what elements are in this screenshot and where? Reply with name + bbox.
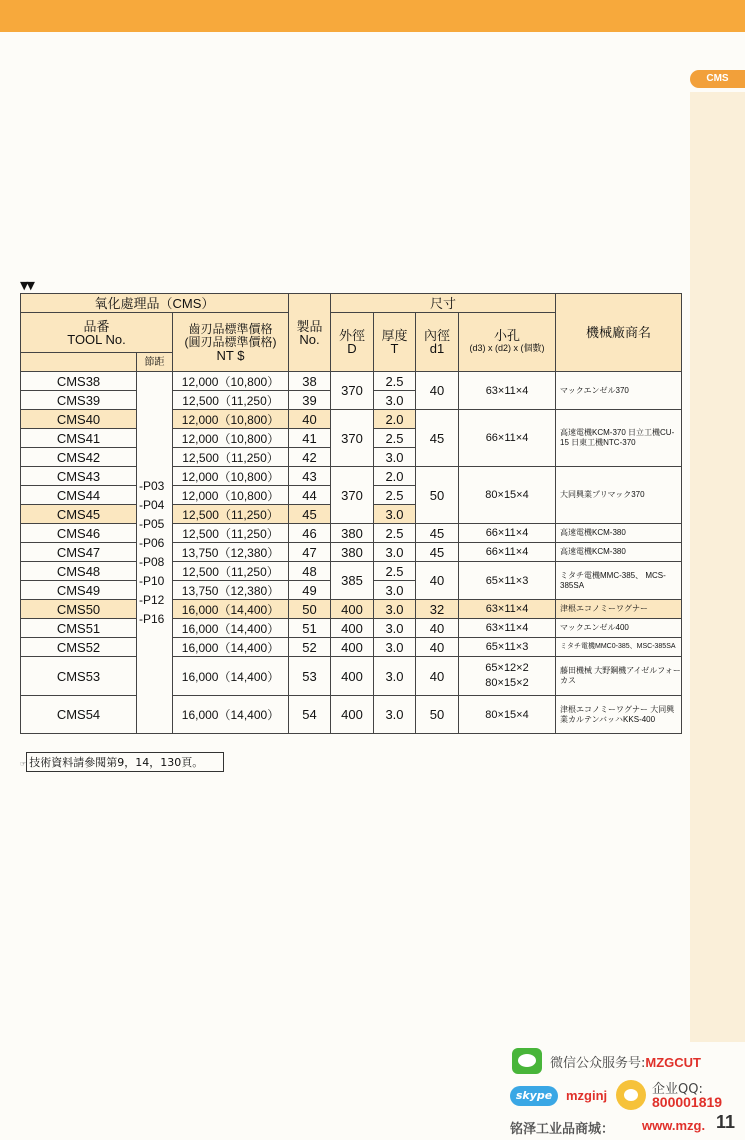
table-cell-code: CMS50 xyxy=(21,600,137,619)
table-cell-brand: マックエンゼル370 xyxy=(556,372,682,410)
table-cell-code: CMS49 xyxy=(21,581,137,600)
table-cell-code: CMS40 xyxy=(21,410,137,429)
table-cell-no: 51 xyxy=(289,619,331,638)
table-cell-price: 12,500（11,250） xyxy=(173,562,289,581)
table-cell-price: 12,000（10,800） xyxy=(173,410,289,429)
page-number: 11 xyxy=(716,1112,736,1132)
side-tab-cms[interactable]: CMS xyxy=(690,70,745,88)
outer-diameter-header: 外徑 D xyxy=(331,313,374,372)
table-cell-price: 16,000（14,400） xyxy=(173,657,289,696)
reference-note-text: 技術資料請參閱第9，14，130頁。 xyxy=(26,752,224,772)
table-cell-t: 2.5 xyxy=(374,562,416,581)
table-cell-price: 12,000（10,800） xyxy=(173,429,289,448)
table-cell-hole: 80×15×4 xyxy=(459,696,556,734)
table-cell-price: 16,000（14,400） xyxy=(173,619,289,638)
thickness-header: 厚度 T xyxy=(374,313,416,372)
table-cell-brand: 津根エコノミーワグナー 大同興業カルテンバッハKKS-400 xyxy=(556,696,682,734)
spec-table xyxy=(20,293,682,734)
qq-icon xyxy=(616,1080,646,1110)
table-cell-t: 2.5 xyxy=(374,372,416,391)
table-cell-code: CMS41 xyxy=(21,429,137,448)
product-no-header: 製品 No. xyxy=(289,294,331,372)
table-cell-d1: 50 xyxy=(416,696,459,734)
wechat-icon xyxy=(512,1048,542,1074)
table-cell-no: 47 xyxy=(289,543,331,562)
skype-icon: skype xyxy=(510,1086,558,1106)
table-cell-price: 16,000（14,400） xyxy=(173,600,289,619)
table-cell-d: 400 xyxy=(331,600,374,619)
table-cell-hole: 65×12×2 80×15×2 xyxy=(459,657,556,696)
table-cell-price: 12,000（10,800） xyxy=(173,467,289,486)
table-cell-code: CMS44 xyxy=(21,486,137,505)
table-cell-no: 44 xyxy=(289,486,331,505)
table-cell-hole: 63×11×4 xyxy=(459,372,556,410)
qq-number[interactable]: 800001819 xyxy=(652,1094,723,1110)
table-cell-t: 2.0 xyxy=(374,467,416,486)
table-cell-d: 400 xyxy=(331,638,374,657)
table-cell-no: 49 xyxy=(289,581,331,600)
table-cell-hole: 66×11×4 xyxy=(459,524,556,543)
table-cell-hole: 65×11×3 xyxy=(459,638,556,657)
table-cell-price: 13,750（12,380） xyxy=(173,543,289,562)
table-cell-price: 12,500（11,250） xyxy=(173,448,289,467)
table-cell-code: CMS38 xyxy=(21,372,137,391)
table-cell-brand: 大同興業プリマック370 xyxy=(556,467,682,524)
table-cell-code: CMS52 xyxy=(21,638,137,657)
table-cell-hole: 65×11×3 xyxy=(459,562,556,600)
price-header: 齒刃品標準價格 (圓刃品標準價格) NT $ xyxy=(173,313,289,372)
wechat-label: 微信公众服务号:MZGCUT xyxy=(550,1055,701,1071)
table-cell-code: CMS54 xyxy=(21,696,137,734)
table-cell-no: 45 xyxy=(289,505,331,524)
side-index-column xyxy=(690,92,745,1042)
table-cell-d: 400 xyxy=(331,696,374,734)
table-cell-price: 12,000（10,800） xyxy=(173,486,289,505)
table-cell-code: CMS43 xyxy=(21,467,137,486)
table-cell-d: 370 xyxy=(331,372,374,410)
reference-note xyxy=(20,752,224,772)
table-cell-code: CMS51 xyxy=(21,619,137,638)
part-no-header: 品番 TOOL No. xyxy=(21,313,173,353)
wechat-id: MZGCUT xyxy=(645,1055,701,1070)
table-cell-code: CMS48 xyxy=(21,562,137,581)
table-cell-d: 380 xyxy=(331,524,374,543)
table-cell-no: 53 xyxy=(289,657,331,696)
table-cell-price: 16,000（14,400） xyxy=(173,638,289,657)
table-cell-t: 2.0 xyxy=(374,410,416,429)
table-cell-no: 41 xyxy=(289,429,331,448)
table-cell-code: CMS46 xyxy=(21,524,137,543)
table-cell-hole: 63×11×4 xyxy=(459,619,556,638)
table-cell-d: 370 xyxy=(331,410,374,467)
table-cell-d1: 45 xyxy=(416,543,459,562)
table-cell-t: 3.0 xyxy=(374,600,416,619)
table-cell-d1: 40 xyxy=(416,372,459,410)
section-arrows-icon: ▼▼ xyxy=(20,279,33,292)
table-cell-no: 48 xyxy=(289,562,331,581)
table-cell-no: 40 xyxy=(289,410,331,429)
table-cell-no: 50 xyxy=(289,600,331,619)
table-cell-price: 13,750（12,380） xyxy=(173,581,289,600)
table-cell-no: 52 xyxy=(289,638,331,657)
qq-label: 企业QQ: xyxy=(652,1082,703,1097)
table-cell-d1: 45 xyxy=(416,410,459,467)
small-hole-header: 小孔 (d3) x (d2) x (個數) xyxy=(459,313,556,372)
table-cell-price: 12,500（11,250） xyxy=(173,391,289,410)
table-cell-t: 3.0 xyxy=(374,657,416,696)
table-cell-t: 2.5 xyxy=(374,429,416,448)
table-cell-t: 3.0 xyxy=(374,638,416,657)
table-cell-t: 3.0 xyxy=(374,619,416,638)
table-cell-code: CMS53 xyxy=(21,657,137,696)
machine-header: 機械廠商名 xyxy=(556,294,682,372)
table-cell-t: 3.0 xyxy=(374,696,416,734)
table-cell-d1: 32 xyxy=(416,600,459,619)
table-cell-brand: 高速電機KCM-380 xyxy=(556,543,682,562)
table-cell-code: CMS45 xyxy=(21,505,137,524)
mall-label: 铭泽工业品商城： xyxy=(510,1122,615,1137)
table-cell-brand: 高速電機KCM-370 日立工機CU-15 日東工機NTC-370 xyxy=(556,410,682,467)
table-cell-hole: 80×15×4 xyxy=(459,467,556,524)
table-cell-no: 38 xyxy=(289,372,331,391)
table-cell-no: 54 xyxy=(289,696,331,734)
table-cell-no: 43 xyxy=(289,467,331,486)
table-cell-brand: マックエンゼル400 xyxy=(556,619,682,638)
top-banner xyxy=(0,0,745,32)
table-cell-d: 385 xyxy=(331,562,374,600)
table-cell-brand: ミタチ電機MMC0-385、MSC-385SA xyxy=(556,638,682,657)
table-cell-brand: 高速電機KCM-380 xyxy=(556,524,682,543)
table-cell-d1: 40 xyxy=(416,619,459,638)
table-cell-code: CMS42 xyxy=(21,448,137,467)
table-cell-price: 12,500（11,250） xyxy=(173,524,289,543)
table-cell-no: 42 xyxy=(289,448,331,467)
dimensions-header: 尺寸 xyxy=(331,294,556,313)
group-title: 氧化處理品（CMS） xyxy=(21,294,289,313)
pitch-list: -P03 -P04 -P05 -P06 -P08 -P10 -P12 -P16 xyxy=(137,372,173,734)
table-cell-brand: 津根エコノミーワグナー xyxy=(556,600,682,619)
table-cell-brand: ミタチ電機MMC-385、 MCS-385SA xyxy=(556,562,682,600)
table-cell-code: CMS39 xyxy=(21,391,137,410)
table-cell-t: 2.5 xyxy=(374,486,416,505)
pointing-hand-icon: ☞ xyxy=(20,760,27,768)
table-cell-t: 3.0 xyxy=(374,391,416,410)
skype-id[interactable]: mzginj xyxy=(566,1088,608,1103)
table-cell-d1: 45 xyxy=(416,524,459,543)
table-cell-hole: 66×11×4 xyxy=(459,410,556,467)
table-cell-d1: 50 xyxy=(416,467,459,524)
inner-diameter-header: 內徑 d1 xyxy=(416,313,459,372)
table-cell-t: 3.0 xyxy=(374,581,416,600)
table-cell-price: 16,000（14,400） xyxy=(173,696,289,734)
table-cell-t: 2.5 xyxy=(374,524,416,543)
table-cell-d1: 40 xyxy=(416,657,459,696)
table-cell-d: 400 xyxy=(331,657,374,696)
pitch-header: 節距 xyxy=(137,353,173,372)
table-cell-d1: 40 xyxy=(416,562,459,600)
table-cell-d1: 40 xyxy=(416,638,459,657)
table-cell-code: CMS47 xyxy=(21,543,137,562)
table-cell-price: 12,500（11,250） xyxy=(173,505,289,524)
table-cell-t: 3.0 xyxy=(374,448,416,467)
table-cell-no: 46 xyxy=(289,524,331,543)
table-cell-hole: 63×11×4 xyxy=(459,600,556,619)
table-cell-hole: 66×11×4 xyxy=(459,543,556,562)
table-cell-no: 39 xyxy=(289,391,331,410)
mall-url[interactable]: www.mzg. xyxy=(642,1118,706,1133)
table-cell-t: 3.0 xyxy=(374,505,416,524)
table-cell-price: 12,000（10,800） xyxy=(173,372,289,391)
table-cell-d: 370 xyxy=(331,467,374,524)
table-cell-d: 400 xyxy=(331,619,374,638)
table-cell-t: 3.0 xyxy=(374,543,416,562)
table-cell-brand: 藤田機械 大野鋼機アイゼルフォーカス xyxy=(556,657,682,696)
table-cell-d: 380 xyxy=(331,543,374,562)
